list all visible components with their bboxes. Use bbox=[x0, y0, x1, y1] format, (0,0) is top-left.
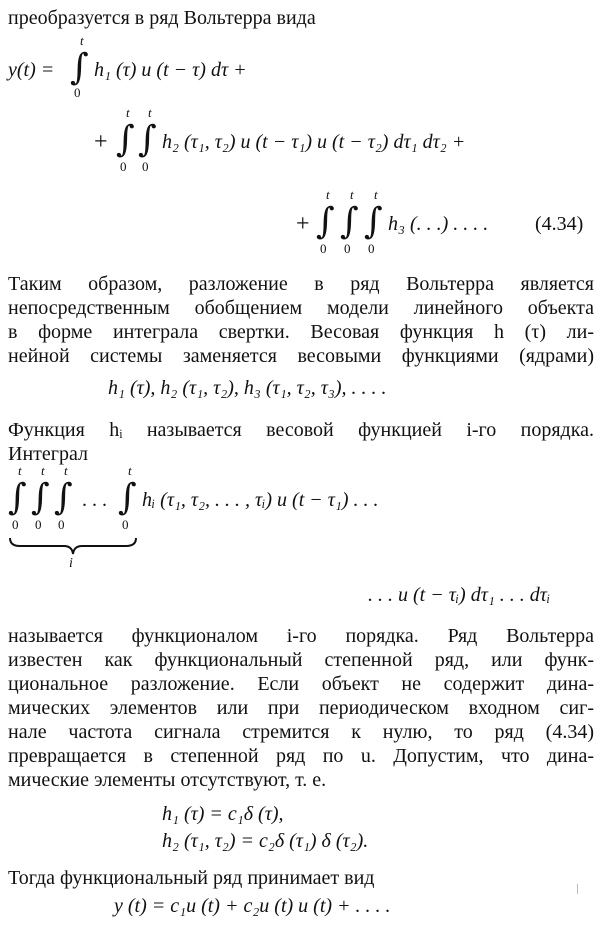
integral-sign: ∫ bbox=[316, 201, 335, 242]
para3-line: мические элементы отсутствуют, т. е. bbox=[8, 769, 327, 791]
func-integral-4 bbox=[118, 464, 142, 530]
eq-line1-lhs: y(t) = bbox=[8, 59, 55, 81]
upper-limit: t bbox=[326, 187, 330, 202]
para3-line: превращается в степенной ряд по u. Допустим, что дина- bbox=[8, 745, 594, 767]
func-dots: . . . bbox=[82, 489, 107, 511]
eq-line2-integral-1 bbox=[116, 106, 140, 172]
integral-sign: ∫ bbox=[31, 477, 50, 518]
lower-limit: 0 bbox=[12, 517, 19, 532]
lower-limit: 0 bbox=[142, 159, 149, 174]
para1-line: нейной системы заменяется весовыми функциями (ядрами) bbox=[8, 345, 594, 367]
para3-line: мических элементов или при периодическом входном сиг- bbox=[8, 697, 594, 719]
eq-line2-body: h₂ (τ₁, τ₂) u (t − τ₁) u (t − τ₂) dτ₁ dτ₂ + bbox=[162, 131, 466, 153]
upper-limit: t bbox=[64, 463, 68, 478]
lower-limit: 0 bbox=[368, 241, 375, 256]
static-eq-1: h₁ (τ) = c₁δ (τ), bbox=[162, 803, 284, 825]
upper-limit: t bbox=[80, 33, 84, 48]
para3-line: известен как функциональный степенной ряд, или функ- bbox=[8, 649, 594, 671]
func-integral-2 bbox=[31, 464, 55, 530]
lower-limit: 0 bbox=[58, 517, 65, 532]
static-eq-2: h₂ (τ₁, τ₂) = c₂δ (τ₁) δ (τ₂). bbox=[162, 830, 369, 852]
upper-limit: t bbox=[148, 105, 152, 120]
para2-line: Интеграл bbox=[8, 443, 88, 465]
integral-sign: ∫ bbox=[54, 477, 73, 518]
underbrace bbox=[8, 536, 138, 560]
integral-sign: ∫ bbox=[138, 119, 157, 160]
func-integral-1 bbox=[8, 464, 32, 530]
integral-sign: ∫ bbox=[8, 477, 27, 518]
para1-line: в форме интеграла свертки. Весовая функция h (τ) ли- bbox=[8, 321, 594, 343]
upper-limit: t bbox=[374, 187, 378, 202]
eq-line2-integral-2 bbox=[138, 106, 162, 172]
integral-sign: ∫ bbox=[364, 201, 383, 242]
eq-line3-integral-2 bbox=[340, 188, 364, 254]
eq-line1-body: h₁ (τ) u (t − τ) dτ + bbox=[94, 59, 247, 81]
eq-line2-plus: + bbox=[94, 129, 108, 155]
upper-limit: t bbox=[41, 463, 45, 478]
kernels-list: h₁ (τ), h₂ (τ₁, τ₂), h₃ (τ₁, τ₂, τ₃), . . . . bbox=[108, 377, 387, 399]
upper-limit: t bbox=[126, 105, 130, 120]
lower-limit: 0 bbox=[35, 517, 42, 532]
func-integral-3 bbox=[54, 464, 78, 530]
eq-line3-integral-1 bbox=[316, 188, 340, 254]
eq-line3-body: h₃ (. . .) . . . . bbox=[388, 213, 489, 235]
eq-line1-integral bbox=[70, 33, 94, 100]
lower-limit: 0 bbox=[74, 85, 81, 100]
para2-line: Функция hᵢ называется весовой функцией i-го порядка. bbox=[8, 419, 594, 441]
para1-line: Таким образом, разложение в ряд Вольтерра является bbox=[8, 273, 594, 295]
upper-limit: t bbox=[128, 463, 132, 478]
para3-line: циональное разложение. Если объект не содержит дина- bbox=[8, 673, 594, 695]
lower-limit: 0 bbox=[122, 517, 129, 532]
upper-limit: t bbox=[18, 463, 22, 478]
lower-limit: 0 bbox=[320, 241, 327, 256]
eq-line3-plus: + bbox=[296, 211, 310, 237]
lower-limit: 0 bbox=[344, 241, 351, 256]
margin-mark bbox=[577, 884, 578, 894]
intro-line: преобразуется в ряд Вольтерра вида bbox=[8, 7, 316, 29]
para3-line: нале частота сигнала стремится к нулю, то ряд (4.34) bbox=[8, 721, 594, 743]
underbrace-label: i bbox=[69, 556, 73, 571]
upper-limit: t bbox=[350, 187, 354, 202]
series-eq: y (t) = c₁u (t) + c₂u (t) u (t) + . . . . bbox=[114, 895, 391, 917]
eq-line3-integral-3 bbox=[364, 188, 388, 254]
integral-sign: ∫ bbox=[70, 47, 89, 88]
para3-line: называется функционалом i-го порядка. Ряд Вольтерра bbox=[8, 625, 594, 647]
func-tail: . . . u (t − τᵢ) dτ₁ . . . dτᵢ bbox=[368, 584, 551, 606]
para1-line: непосредственным обобщением модели линейного объекта bbox=[8, 297, 594, 319]
integral-sign: ∫ bbox=[116, 119, 135, 160]
para4-line: Тогда функциональный ряд принимает вид bbox=[8, 867, 375, 889]
integral-sign: ∫ bbox=[118, 477, 137, 518]
func-body: hᵢ (τ₁, τ₂, . . . , τᵢ) u (t − τ₁) . . . bbox=[142, 489, 379, 511]
lower-limit: 0 bbox=[120, 159, 127, 174]
integral-sign: ∫ bbox=[340, 201, 359, 242]
equation-number: (4.34) bbox=[535, 213, 584, 235]
